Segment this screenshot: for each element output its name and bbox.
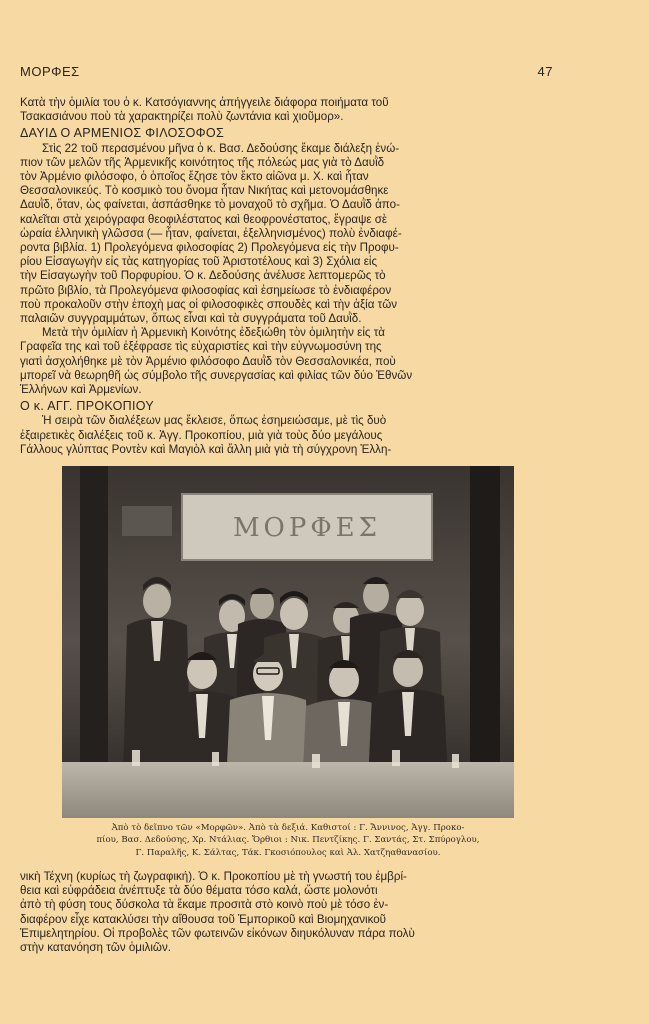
- text-line: Ἡ σειρὰ τῶν διαλέξεων μας ἔκλεισε, ὅπως ἐσημειώσαμε, μὲ τὶς δυὸ: [42, 414, 387, 428]
- intro-line: Κατὰ τὴν ὁμιλία του ὁ κ. Κατσόγιαννης ἀπήγγειλε διάφορα ποιήματα τοῦ: [20, 96, 389, 109]
- text-line: τὸν Ἀρμένιο φιλόσοφο, ὁ ὁποῖος ἔζησε τὸν ἕκτο αἰῶνα μ. Χ. καὶ ἦταν: [20, 170, 369, 184]
- text-line: μπορεῖ νὰ θεωρηθῆ ὡς σύμβολο τῆς συνεργασίας καὶ φιλίας τῶν δύο Ἐθνῶν: [20, 368, 413, 382]
- page-header: [20, 64, 553, 84]
- group-photograph: [62, 466, 514, 818]
- text-line: πρῶτο βιβλίο, τὰ Προλεγόμενα φιλοσοφίας καὶ ἐσημείωσε τὸ ἐνδιαφέρον: [20, 283, 392, 297]
- text-line: Ἐπιμελητηρίου. Οἱ προβολὲς τῶν φωτεινῶν εἰκόνων διηυκόλυναν πάρα πολὺ: [20, 926, 415, 940]
- text-line: καλεῖται στὰ χειρόγραφα θεοφιλέστατος καὶ θεοφρονέστατος, ἔγραψε σὲ: [20, 212, 388, 226]
- text-line: Γραφεῖα της καὶ τοῦ ἐξέφρασε τὶς εὐχαριστίες καὶ τὴν εὐγνωμοσύνη της: [20, 340, 382, 354]
- wall-panel: [122, 506, 172, 536]
- intro-line: Τσακασιάνου ποὺ τὰ χαρακτηρίζει πολὺ ζωντάνια καὶ χιοῦμορ».: [20, 110, 344, 124]
- text-line: Δαυῒδ, ὅταν, ὡς φαίνεται, ἀσπάσθηκε τὸ μοναχοῦ τὸ σχῆμα. Ὁ Δαυῒδ ἀπο-: [20, 198, 400, 212]
- section-heading-prokopiou: Ο κ. ΑΓΓ. ΠΡΟΚΟΠΙΟΥ: [20, 399, 155, 414]
- text-line: ὡραία ἑλληνικὴ γλῶσσα (— ἦταν, φαίνεται, ἐξελληνισμένος) πολὺ ἐνδιαφέ-: [20, 226, 402, 240]
- banner-text: ΜΟΡΦΕΣ: [232, 513, 382, 543]
- text-line: θεια καὶ εὐφράδεια ἀνέπτυξε τὰ δύο θέματα τόσο καλά, ὥστε μολονότι: [20, 884, 378, 898]
- text-line: στὴν κατανόηση τῶν ὁμιλιῶν.: [20, 941, 171, 955]
- caption-line: πίου, Βασ. Δεδούσης, Χρ. Ντάλιας. Ὄρθιοι : Νικ. Πεντζίκης. Γ. Σαντάς, Στ. Σπύρογλου,: [96, 835, 480, 846]
- section-david-para2: [20, 326, 540, 397]
- section-heading-david: ΔΑΥΙΔ Ο ΑΡΜΕΝΙΟΣ ΦΙΛΟΣΟΦΟΣ: [20, 126, 224, 141]
- text-line: Ἑλλήνων καὶ Ἀρμενίων.: [20, 383, 142, 397]
- text-line: Μετὰ τὴν ὁμιλίαν ἡ Ἀρμενικὴ Κοινότης ἐδεξιώθη τὸν ὁμιλητὴν εἰς τὰ: [42, 326, 385, 340]
- caption-line: Ἀπὸ τὸ δεῖπνο τῶν «Μορφῶν». Ἀπὸ τὰ δεξιά. Καθιστοί : Γ. Ἄννινος, Ἀγγ. Προκο-: [111, 823, 465, 833]
- text-line: Στὶς 22 τοῦ περασμένου μῆνα ὁ κ. Βασ. Δεδούσης ἔκαμε διάλεξη ἐνώ-: [42, 141, 400, 155]
- text-line: παλαιῶν συγγραμμάτων, ὅπως εἶναι καὶ τὰ συγγράματα τοῦ Δαυῒδ.: [20, 312, 362, 326]
- article-body-bottom: [20, 870, 540, 955]
- text-line: διαφέρον εἶχε κατακλύσει τὴν αἴθουσα τοῦ Ἐμπορικοῦ καὶ Βιομηχανικοῦ: [20, 912, 387, 926]
- article-body-top: [20, 96, 540, 457]
- text-line: ρίου Εἰσαγωγὴν εἰς τὰς κατηγορίας τοῦ Ἀριστοτέλους καὶ 3) Σχόλια εἰς: [20, 255, 378, 269]
- dining-table: [62, 762, 514, 818]
- text-line: νικὴ Τέχνη (κυρίως τὴ ζωγραφική). Ὁ κ. Προκοπίου μὲ τὴ γνωστή του ἐμβρί-: [20, 870, 407, 883]
- photo-illustration: [62, 466, 514, 818]
- text-line: ἀπὸ τὴ φύση τους δύσκολα τὰ ἔκαμε προσιτὰ στὸ κοινὸ ποὺ μὲ τόσο ἐν-: [20, 898, 389, 912]
- text-line: πιον τῶν μελῶν τῆς Ἀρμενικῆς κοινότητος τῆς πόλεώς μας γιὰ τὸ Δαυῒδ: [20, 155, 385, 169]
- text-line: ροντα βιβλία. 1) Προλεγόμενα φιλοσοφίας 2) Προλεγόμενα εἰς τὴν Προφυ-: [20, 241, 399, 255]
- section-david-para1: [20, 142, 540, 327]
- caption-line: Γ. Παραλῆς, Κ. Σάλτας, Τάκ. Γκοσιόπουλος καὶ Ἀλ. Χατζηαθανασίου.: [135, 847, 441, 858]
- text-line: γιατὶ ἀσχολήθηκε μὲ τὸν Ἀρμένιο φιλόσοφο Δαυῒδ τὸν Θεσσαλονικέα, ποὺ: [20, 354, 396, 368]
- text-line: ἐξαιρετικὲς διαλέξεις τοῦ κ. Ἀγγ. Προκοπίου, μιὰ γιὰ τοὺς δύο μεγάλους: [20, 428, 383, 442]
- journal-title: ΜΟΡΦΕΣ: [20, 64, 80, 79]
- photo-caption: [26, 822, 550, 859]
- text-line: Γάλλους γλύπτας Ροντὲν καὶ Μαγιὸλ καὶ ἄλλη μιὰ γιὰ τὴ σύγχρονη Ἑλλη-: [20, 442, 392, 456]
- page-number: 47: [537, 64, 553, 79]
- text-line: ποὺ προκαλοῦν στὴν ἐποχὴ μας οἱ φιλοσοφικὲς σπουδὲς καὶ τὴν ἀξία τῶν: [20, 297, 398, 311]
- text-line: τὴν Εἰσαγωγὴν τοῦ Πορφυρίου. Ὁ κ. Δεδούσης ἀνέλυσε λεπτομερῶς τὸ: [20, 269, 386, 283]
- text-line: Θεσσαλονικεύς. Τὸ κοσμικὸ του ὄνομα ἦταν Νικήτας καὶ μετονομάσθηκε: [20, 184, 389, 198]
- section-prokopiou-para1: [20, 414, 540, 457]
